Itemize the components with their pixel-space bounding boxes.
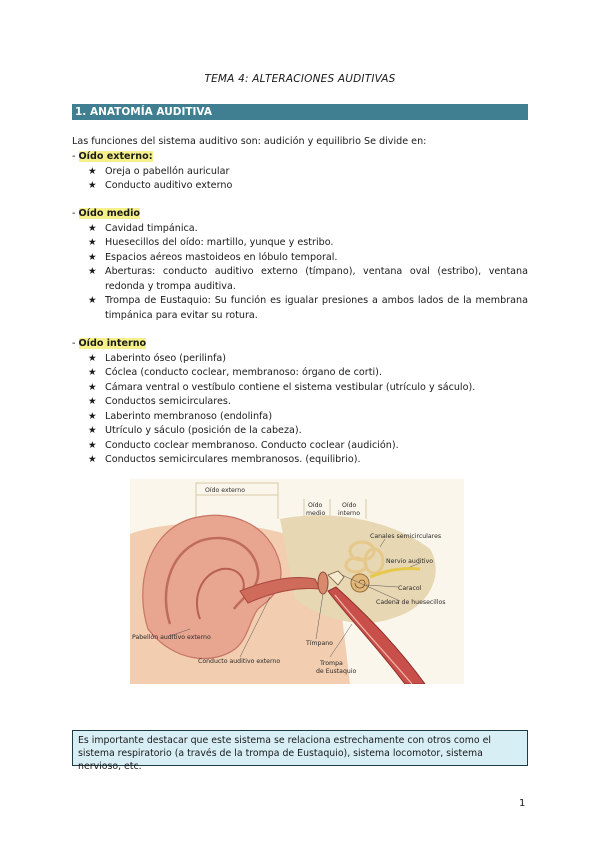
label-oido-externo: Oído externo xyxy=(205,487,246,494)
list-item xyxy=(72,366,528,381)
list-item-text: Trompa de Eustaquio: Su función es igualar presiones a ambos lados de la membrana timpánica para evitar su rotura. xyxy=(105,295,528,321)
star-icon: ★ xyxy=(88,396,97,407)
label-oido-medio-1: Oído xyxy=(308,502,323,509)
label-oido-medio-2: medio xyxy=(306,510,326,517)
ear-anatomy-illustration xyxy=(130,479,464,684)
star-icon: ★ xyxy=(88,425,97,436)
list-item-text: Huesecillos del oído: martillo, yunque y estribo. xyxy=(105,237,334,248)
label-trompa-1: Trompa xyxy=(320,660,343,667)
list-item-text: Laberinto óseo (perilinfa) xyxy=(105,352,227,364)
star-icon: ★ xyxy=(88,367,97,378)
list-item xyxy=(72,236,528,251)
list-item-text: Oreja o pabellón auricular xyxy=(105,165,230,177)
star-icon: ★ xyxy=(88,165,97,177)
list-item xyxy=(72,439,528,454)
star-icon: ★ xyxy=(88,266,97,277)
star-icon: ★ xyxy=(88,295,97,306)
label-oido-interno-2: interno xyxy=(338,510,361,517)
list-item-text: Conductos semicirculares. xyxy=(105,396,231,407)
page-number: 1 xyxy=(519,798,526,809)
group-heading xyxy=(72,150,528,165)
tympanic-membrane xyxy=(318,572,328,594)
group-oido-externo xyxy=(72,150,528,194)
label-nervio: Nervio auditivo xyxy=(386,558,434,565)
dash: - xyxy=(72,338,79,349)
list-item-text: Conducto coclear membranoso. Conducto coclear (audición). xyxy=(105,439,399,451)
list-item xyxy=(72,265,528,294)
list-item xyxy=(72,179,528,194)
list-item-text: Cavidad timpánica. xyxy=(105,222,198,234)
bullet-list xyxy=(72,222,528,324)
list-item xyxy=(72,165,528,180)
label-timpano: Tímpano xyxy=(306,640,333,647)
dash: - xyxy=(72,151,79,162)
label-oido-interno-1: Oído xyxy=(342,502,357,509)
list-item xyxy=(72,294,528,323)
dash: - xyxy=(72,208,79,219)
list-item-text: Utrículo y sáculo (posición de la cabeza). xyxy=(105,425,302,436)
group-oido-interno xyxy=(72,337,528,468)
ear-anatomy-svg xyxy=(130,479,464,684)
list-item xyxy=(72,395,528,410)
star-icon: ★ xyxy=(88,381,97,393)
label-canales: Canales semicirculares xyxy=(370,533,442,540)
list-item xyxy=(72,424,528,439)
list-item-text: Conducto auditivo externo xyxy=(105,180,233,191)
list-item xyxy=(72,251,528,266)
star-icon: ★ xyxy=(88,180,97,191)
page-title: TEMA 4: ALTERACIONES AUDITIVAS xyxy=(204,73,396,85)
star-icon: ★ xyxy=(88,237,97,248)
list-item xyxy=(72,352,528,367)
list-item-text: Conductos semicirculares membranosos. (equilibrio). xyxy=(105,454,361,465)
label-pabellon: Pabellón auditivo externo xyxy=(132,634,211,641)
list-item-text: Aberturas: conducto auditivo externo (tímpano), ventana oval (estribo), ventana redonda y trompa auditiva. xyxy=(105,266,528,292)
list-item xyxy=(72,381,528,396)
list-item xyxy=(72,410,528,425)
star-icon: ★ xyxy=(88,410,97,422)
note-box: Es importante destacar que este sistema se relaciona estrechamente con otros como el sistema respiratorio (a través de la trompa de Eustaquio), sistema locomotor, sistema nervioso, etc. xyxy=(72,730,528,766)
label-cadena: Cadena de huesecillos xyxy=(376,599,446,606)
list-item-text: Cámara ventral o vestíbulo contiene el sistema vestibular (utrículo y sáculo). xyxy=(105,381,476,393)
group-title-highlight: Oído externo: xyxy=(78,151,153,162)
list-item-text: Cóclea (conducto coclear, membranoso: órgano de corti). xyxy=(105,367,382,378)
label-conducto: Conducto auditivo externo xyxy=(198,658,281,665)
list-item xyxy=(72,453,528,468)
label-trompa-2: de Eustaquio xyxy=(316,668,357,675)
star-icon: ★ xyxy=(88,222,97,234)
list-item xyxy=(72,222,528,237)
list-item-text: Laberinto membranoso (endolinfa) xyxy=(105,410,273,422)
group-title-highlight: Oído interno xyxy=(78,338,147,349)
label-caracol: Caracol xyxy=(398,585,422,592)
group-heading xyxy=(72,337,528,352)
star-icon: ★ xyxy=(88,251,97,263)
star-icon: ★ xyxy=(88,352,97,364)
group-title-highlight: Oído medio xyxy=(78,208,141,219)
section-heading: 1. ANATOMÍA AUDITIVA xyxy=(72,104,528,120)
star-icon: ★ xyxy=(88,439,97,451)
group-oido-medio xyxy=(72,207,528,323)
list-item-text: Espacios aéreos mastoideos en lóbulo temporal. xyxy=(105,251,338,263)
intro-paragraph: Las funciones del sistema auditivo son: audición y equilibrio Se divide en: xyxy=(72,136,427,147)
group-heading xyxy=(72,207,528,222)
star-icon: ★ xyxy=(88,454,97,465)
bullet-list xyxy=(72,165,528,194)
bullet-list xyxy=(72,352,528,468)
